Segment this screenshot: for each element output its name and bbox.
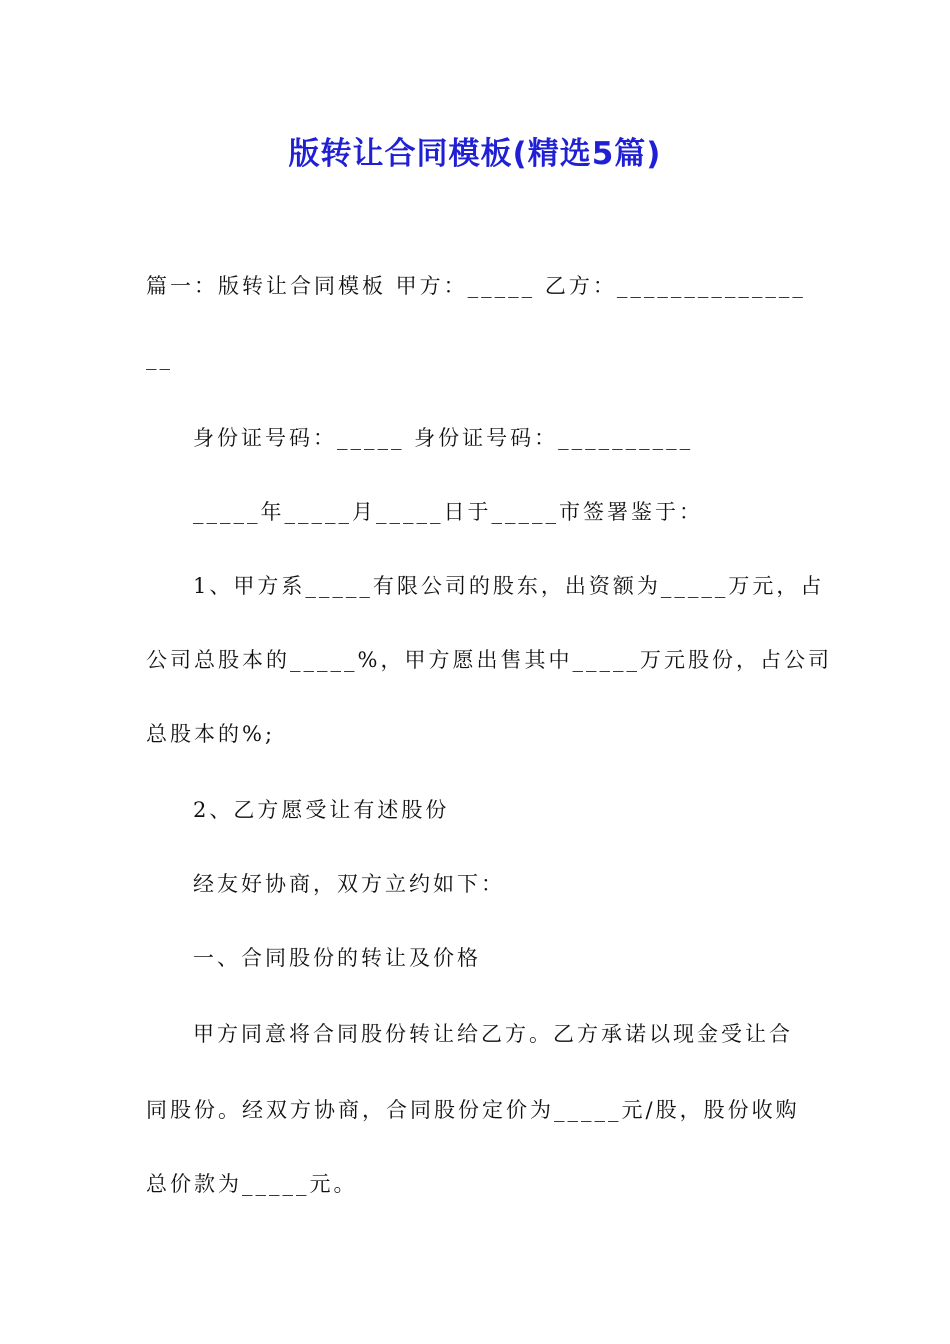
paragraph-line-continuation: __: [146, 346, 173, 370]
paragraph-line-clause-1a: 1、甲方系_____有限公司的股东，出资额为_____万元，占: [193, 574, 825, 598]
paragraph-line-header: 篇一：版转让合同模板 甲方：_____ 乙方：______________: [146, 274, 806, 298]
paragraph-line-id-numbers: 身份证号码：_____ 身份证号码：__________: [193, 426, 694, 450]
paragraph-line-signing-date: _____年_____月_____日于_____市签署鉴于：: [193, 500, 703, 524]
paragraph-line-transfer-b: 同股份。经双方协商，合同股份定价为_____元/股，股份收购: [146, 1098, 800, 1122]
section-heading-transfer-price: 一、合同股份的转让及价格: [193, 946, 481, 970]
paragraph-line-clause-1c: 总股本的%;: [146, 722, 276, 746]
paragraph-line-transfer-c: 总价款为_____元。: [146, 1172, 358, 1196]
paragraph-line-clause-1b: 公司总股本的_____%，甲方愿出售其中_____万元股份，占公司: [146, 648, 832, 672]
document-title: 版转让合同模板(精选5篇): [288, 136, 662, 172]
paragraph-line-clause-2: 2、乙方愿受让有述股份: [193, 798, 450, 822]
paragraph-line-agreement: 经友好协商，双方立约如下：: [193, 872, 505, 896]
paragraph-line-transfer-a: 甲方同意将合同股份转让给乙方。乙方承诺以现金受让合: [193, 1022, 793, 1046]
